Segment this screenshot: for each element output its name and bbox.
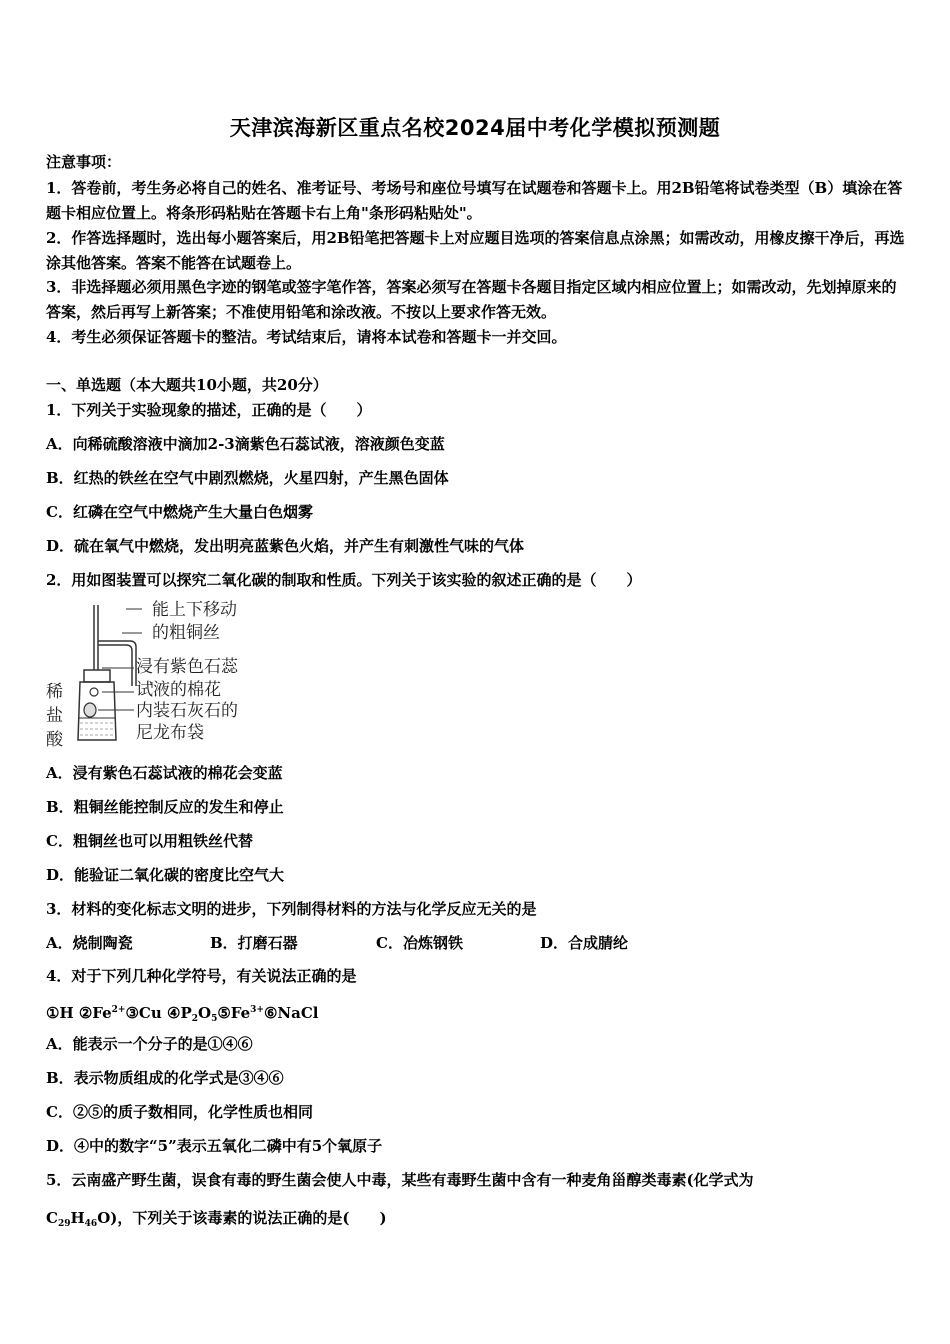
q5-stem-line2 xyxy=(46,1208,387,1234)
q2-option-c: C．粗铜丝也可以用粗铁丝代替 xyxy=(46,832,253,850)
q4-symbols xyxy=(46,1000,319,1029)
q5-stem-line1: 5．云南盛产野生菌，误食有毒的野生菌会使人中毒，某些有毒野生菌中含有一种麦角甾醇类毒素(化学式为 xyxy=(46,1171,754,1189)
formula-h: H xyxy=(70,1209,85,1227)
formula-o: O) xyxy=(97,1209,118,1227)
symbol-fe3: ⑤Fe xyxy=(217,1004,251,1022)
q2-option-b: B．粗铜丝能控制反应的发生和停止 xyxy=(46,798,284,816)
q1-option-b: B．红热的铁丝在空气中剧烈燃烧，火星四射，产生黑色固体 xyxy=(46,469,449,487)
q1-option-a: A．向稀硫酸溶液中滴加2-3滴紫色石蕊试液，溶液颜色变蓝 xyxy=(46,435,445,453)
notice-item-1: 1．答卷前，考生务必将自己的姓名、准考证号、考场号和座位号填写在试题卷和答题卡上。用2B铅笔将试卷类型（B）填涂在答题卡相应位置上。将条形码粘贴在答题卡右上角"条形码粘贴处"。 xyxy=(46,179,903,222)
symbol-p-subscript: 2 xyxy=(191,1014,198,1024)
label-bag-2: 尼龙布袋 xyxy=(136,723,204,743)
q4-stem: 4．对于下列几种化学符号，有关说法正确的是 xyxy=(46,967,357,985)
symbol-fe2-charge: 2+ xyxy=(111,1005,126,1015)
symbol-o-subscript: 5 xyxy=(211,1014,218,1024)
q1-stem: 1．下列关于实验现象的描述，正确的是（ ） xyxy=(46,401,372,419)
q3-option-c: C．冶炼钢铁 xyxy=(376,934,463,952)
page-title: 天津滨海新区重点名校2024届中考化学模拟预测题 xyxy=(229,116,721,140)
label-acid-1: 稀 xyxy=(46,682,63,702)
q3-option-d: D．合成腈纶 xyxy=(540,934,629,952)
label-acid-3: 酸 xyxy=(46,730,63,750)
section-title: 一、单选题（本大题共10小题，共20分） xyxy=(46,376,328,394)
q1-option-c: C．红磷在空气中燃烧产生大量白色烟雾 xyxy=(46,503,313,521)
symbol-h-fe: ①H ②Fe xyxy=(46,1004,112,1022)
q2-option-a: A．浸有紫色石蕊试液的棉花会变蓝 xyxy=(46,764,283,782)
notice-item-2: 2．作答选择题时，选出每小题答案后，用2B铅笔把答题卡上对应题目选项的答案信息点涂黑；如需改动，用橡皮擦干净后，再选涂其他答案。答案不能答在试题卷上。 xyxy=(46,229,905,272)
q3-stem: 3．材料的变化标志文明的进步，下列制得材料的方法与化学反应无关的是 xyxy=(46,900,537,918)
label-copper-wire-1: 能上下移动 xyxy=(152,600,237,620)
label-acid-2: 盐 xyxy=(46,706,63,726)
label-cotton-2: 试液的棉花 xyxy=(136,680,221,700)
symbol-fe3-charge: 3+ xyxy=(250,1005,264,1015)
formula-c-sub: 29 xyxy=(57,1219,71,1229)
apparatus-figure xyxy=(44,600,254,750)
q4-option-c: C．②⑤的质子数相同，化学性质也相同 xyxy=(46,1103,313,1121)
notice-heading: 注意事项： xyxy=(46,153,122,171)
label-cotton-1: 浸有紫色石蕊 xyxy=(136,657,238,677)
q4-option-a: A．能表示一个分子的是①④⑥ xyxy=(46,1035,253,1053)
label-copper-wire-2: 的粗铜丝 xyxy=(152,623,220,643)
q4-option-d: D．④中的数字“5”表示五氧化二磷中有5个氧原子 xyxy=(46,1137,383,1155)
symbol-cu-p: ③Cu ④P xyxy=(125,1004,192,1022)
label-bag-1: 内装石灰石的 xyxy=(136,701,238,721)
notice-item-4: 4．考生必须保证答题卡的整洁。考试结束后，请将本试卷和答题卡一并交回。 xyxy=(46,328,567,346)
q2-stem: 2．用如图装置可以探究二氧化碳的制取和性质。下列关于该实验的叙述正确的是（ ） xyxy=(46,571,642,589)
q3-option-b: B．打磨石器 xyxy=(210,934,298,952)
symbol-nacl: ⑥NaCl xyxy=(263,1004,319,1022)
formula-h-sub: 46 xyxy=(84,1219,98,1229)
notice-item-3: 3．非选择题必须用黑色字迹的钢笔或签字笔作答，答案必须写在答题卡各题目指定区域内相应位置上；如需改动，先划掉原来的答案，然后再写上新答案；不准使用铅笔和涂改液。不按以上要求作答无效。 xyxy=(46,278,897,321)
q4-option-b: B．表示物质组成的化学式是③④⑥ xyxy=(46,1069,284,1087)
q2-option-d: D．能验证二氧化碳的密度比空气大 xyxy=(46,866,285,884)
q5-stem-rest: ，下列关于该毒素的说法正确的是( ) xyxy=(117,1209,387,1227)
formula-c: C xyxy=(46,1209,58,1227)
q1-option-d: D．硫在氧气中燃烧，发出明亮蓝紫色火焰，并产生有刺激性气味的气体 xyxy=(46,537,525,555)
q3-option-a: A．烧制陶瓷 xyxy=(46,934,133,952)
symbol-o: O xyxy=(198,1004,212,1022)
